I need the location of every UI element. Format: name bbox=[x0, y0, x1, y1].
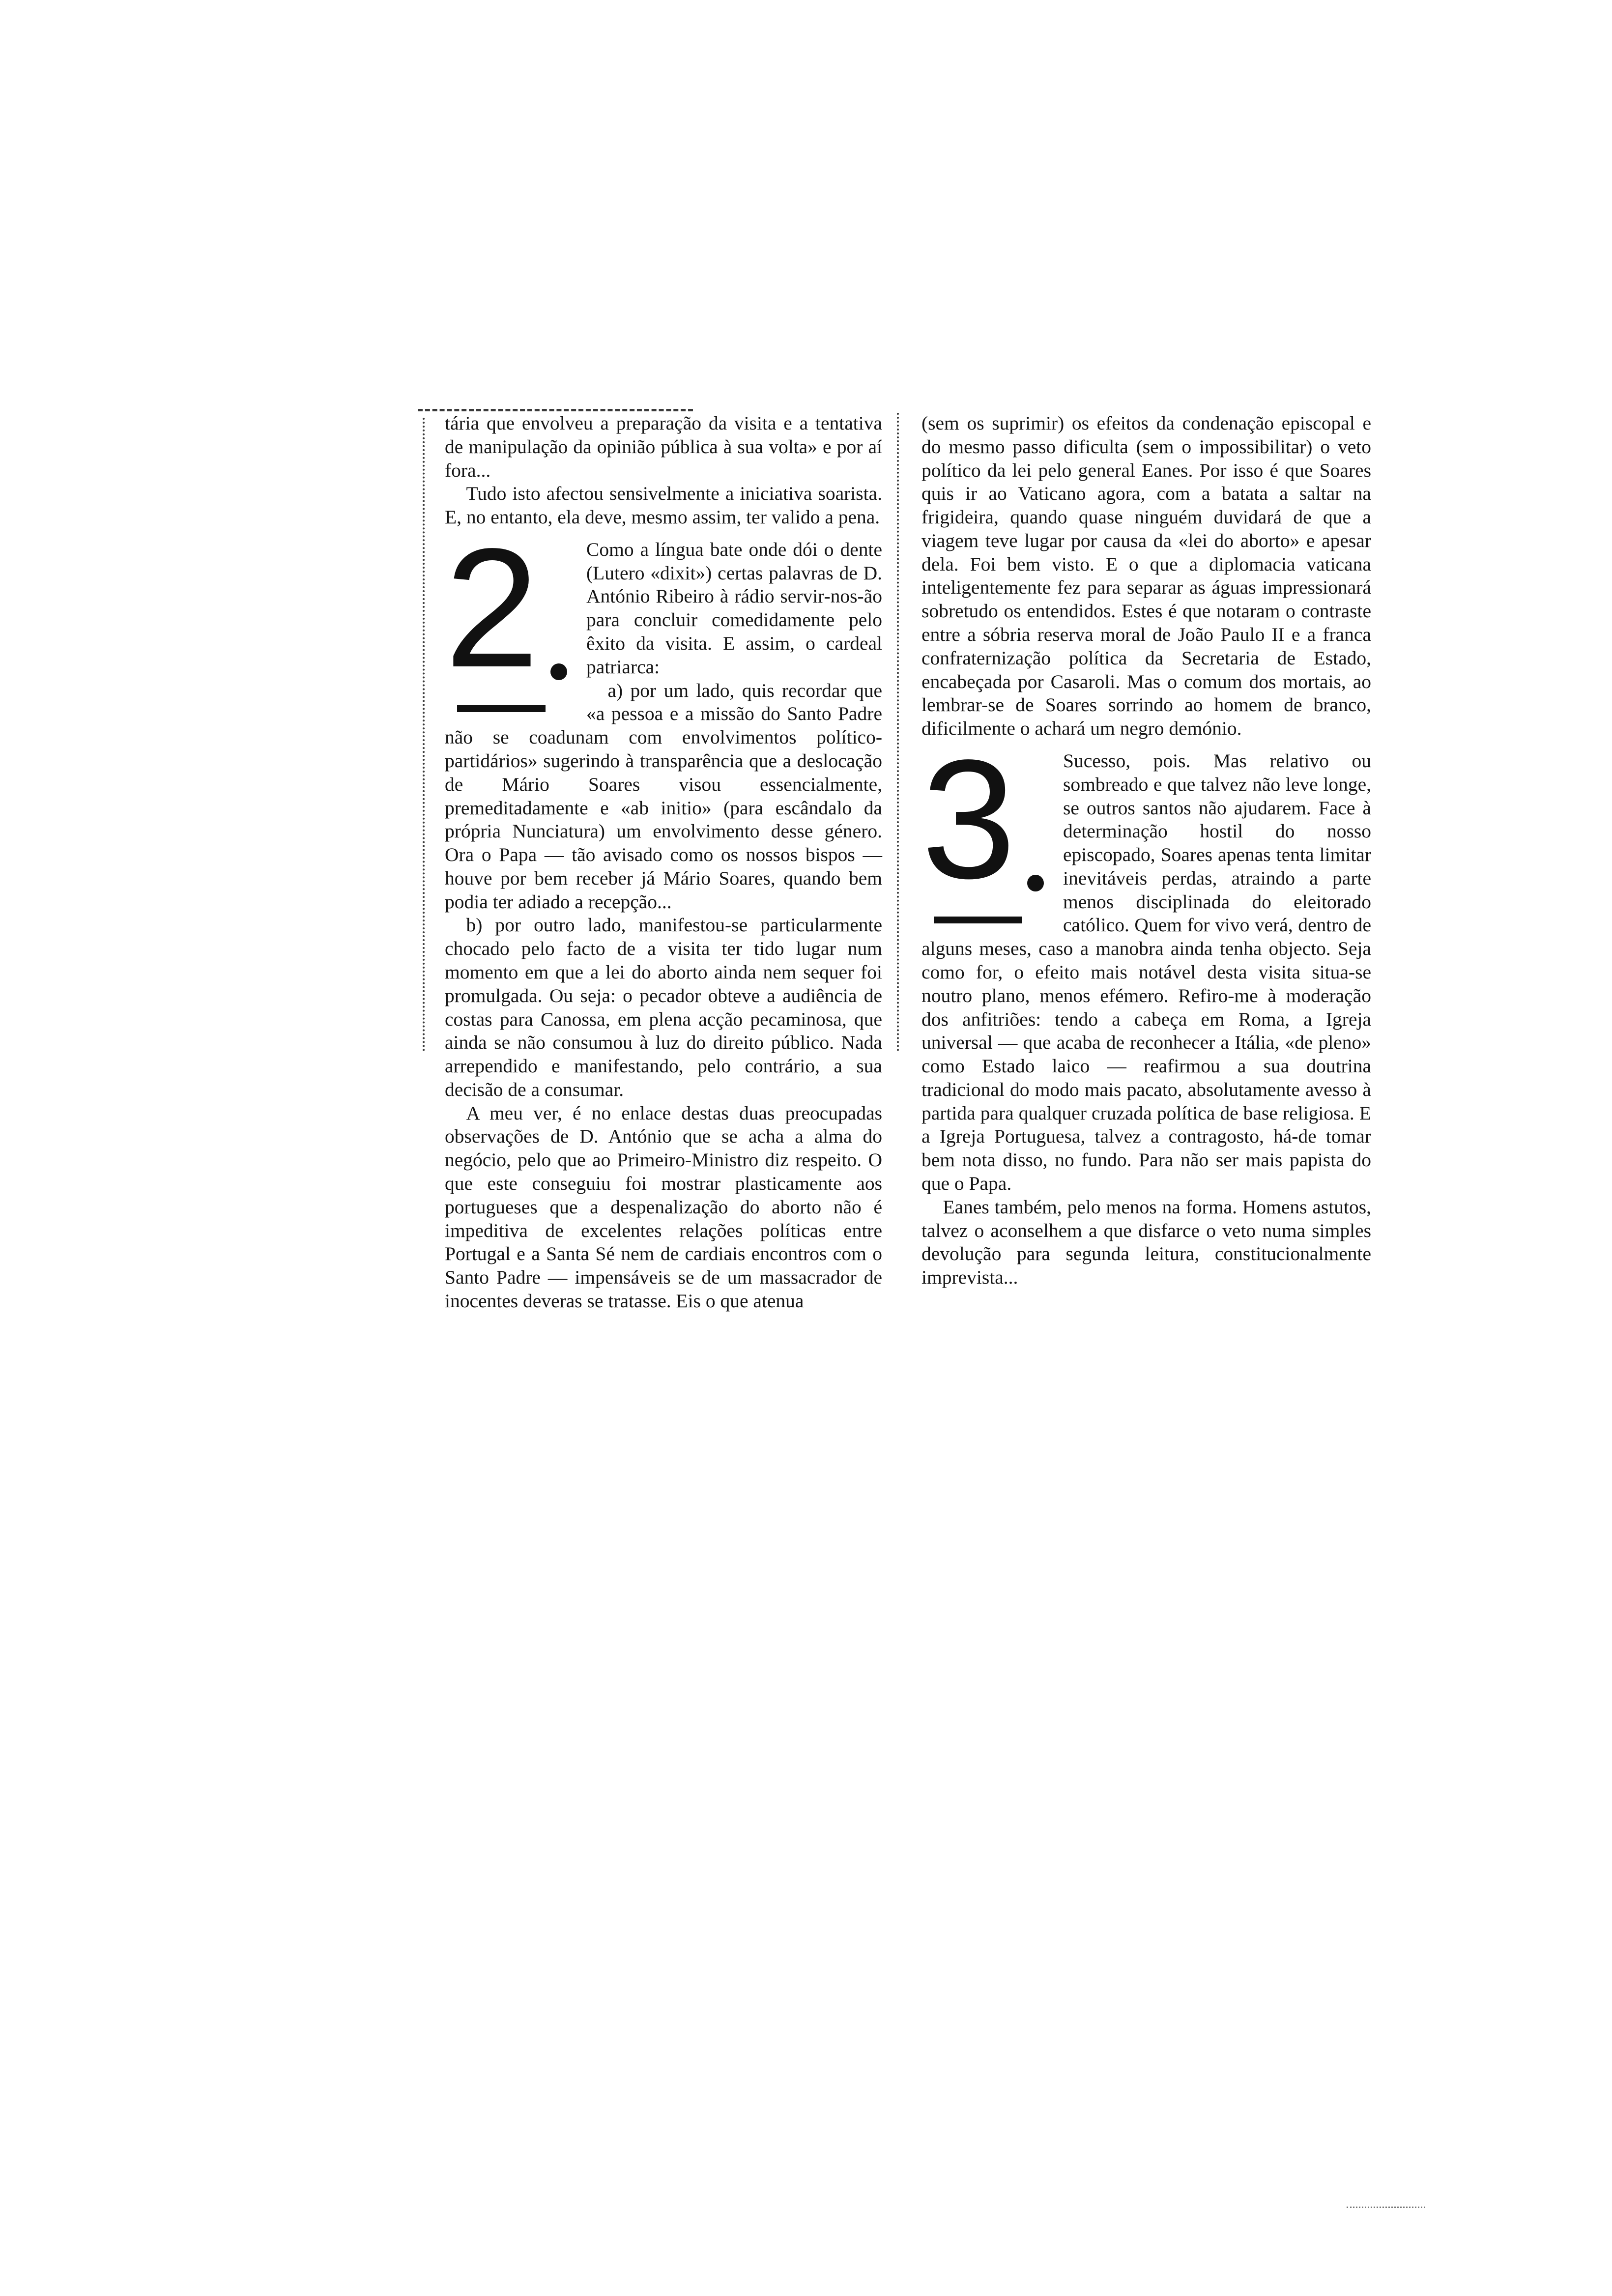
paragraph-meu-ver: A meu ver, é no enlace destas duas preocupadas observações de D. António que se acha a alma do negócio, pelo que ao Primeiro-Ministro diz respeito. O que este conseguiu foi mostrar plasticamente aos portugueses que a despenalização do aborto não é impeditiva de excelentes relações políticas entre Portugal e a Santa Sé nem de cardiais encontros com o Santo Padre — impensáveis se de um massacrador de inocentes deveras se tratasse. Eis o que atenua bbox=[445, 1102, 882, 1312]
left-column-rule bbox=[423, 418, 425, 1052]
scan-speck bbox=[1347, 2207, 1425, 2208]
section-2-number bbox=[445, 513, 577, 720]
section-2-dot bbox=[550, 663, 567, 680]
left-column bbox=[445, 412, 882, 1313]
section-3-intro: Sucesso, pois. Mas relativo ou sombreado e que talvez não leve longe, se outros santos não ajudarem. Face à determinação hostil do nosso episcopado, Soares apenas tenta limitar inevitáveis perdas, atraindo a parte menos disciplinada do eleitorado católico. Quem for vivo verá, dentro de alguns meses, caso a manobra ainda tenha objecto. Seja como for, o efeito mais notável desta visita situa-se noutro plano, menos efémero. Refiro-me à moderação dos anfitriões: tendo a cabeça em Roma, a Igreja universal — que acaba de reconhecer a Itália, «de pleno» como Estado laico — reafirmou a sua doutrina tradicional do modo mais pacato, absolutamente avesso à partida para qualquer cruzada política de base religiosa. E a Igreja Portuguesa, talvez a contragosto, há-de tomar bem nota disso, no fundo. Para não ser mais papista do que o Papa. bbox=[921, 749, 1371, 1194]
section-3-bar bbox=[934, 917, 1022, 923]
newspaper-clipping bbox=[403, 403, 1396, 1312]
section-3-dot bbox=[1027, 875, 1044, 891]
section-2-digit: 2 bbox=[445, 513, 539, 703]
column-divider-rule bbox=[897, 413, 899, 1052]
section-2 bbox=[445, 513, 882, 703]
paragraph-continuation-left: tária que envolveu a preparação da visita e a tentativa de manipulação da opinião pública à sua volta» e por aí fora... bbox=[445, 412, 882, 481]
paragraph-tudo: Tudo isto afectou sensivelmente a iniciativa soarista. E, no entanto, ela deve, mesmo assim, ter valido a pena. bbox=[445, 483, 882, 528]
paragraph-eanes: Eanes também, pelo menos na forma. Homens astutos, talvez o aconselhem a que disfarce o veto numa simples devolução para segunda leitura, constitucionalmente imprevista... bbox=[921, 1196, 1371, 1289]
section-3-number bbox=[921, 724, 1054, 931]
point-b: b) por outro lado, manifestou-se particularmente chocado pelo facto de a visita ter tido lugar num momento em que a lei do aborto ainda nem sequer foi promulgada. Ou seja: o pecador obteve a audiência de costas para Canossa, em plena acção pecaminosa, que ainda se não consumou à luz do direito público. Nada arrependido e manifestando, pelo contrário, a sua decisão de a consumar. bbox=[445, 914, 882, 1100]
section-3 bbox=[921, 724, 1371, 1196]
point-a: a) por um lado, quis recordar que «a pessoa e a missão do Santo Padre não se coadunam com envolvimentos político-partidários» sugerindo à transparência que a deslocação de Mário Soares visou essencialmente, premeditadamente e «ab initio» (para escândalo da própria Nunciatura) um envolvimento desse género. Ora o Papa — tão avisado como os nossos bispos — houve por bem receber já Mário Soares, quando bem podia ter adiado a recepção... bbox=[445, 679, 882, 913]
section-2-bar bbox=[457, 705, 546, 712]
section-3-digit: 3 bbox=[921, 724, 1016, 914]
top-rule bbox=[418, 409, 693, 411]
section-2-intro: Como a língua bate onde dói o dente (Lutero «dixit») certas palavras de D. António Ribeiro à rádio servir-nos-ão para concluir comedidamente pelo êxito da visita. E assim, o cardeal patriarca: bbox=[586, 538, 882, 678]
paragraph-continuation-right: (sem os suprimir) os efeitos da condenação episcopal e do mesmo passo dificulta (sem o impossibilitar) o veto político da lei pelo general Eanes. Por isso é que Soares quis ir ao Vaticano agora, com a batata a saltar na frigideira, quando quase ninguém duvidará de que a viagem teve lugar por causa da «lei do aborto» e apesar dela. Foi bem visto. E o que a diplomacia vaticana inteligentemente fez para separar as águas impressionará sobretudo os entendidos. Estes é que notaram o contraste entre a sóbria reserva moral de João Paulo II e a franca confraternização política da Secretaria de Estado, encabeçada por Casaroli. Mas o comum dos mortais, ao lembrar-se de Soares sorrindo ao homem de branco, dificilmente o achará um negro demónio. bbox=[921, 412, 1371, 740]
right-column bbox=[921, 412, 1371, 1290]
